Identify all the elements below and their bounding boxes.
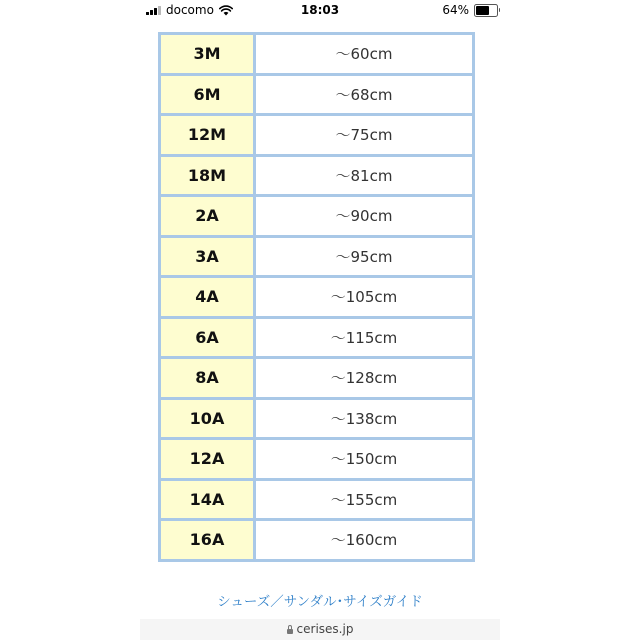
lock-icon [287, 629, 293, 634]
size-cell: 18M [161, 157, 253, 195]
size-cell: 6A [161, 319, 253, 357]
height-cell: 〜95cm [256, 238, 472, 276]
table-row [161, 440, 472, 478]
height-cell: 〜75cm [256, 116, 472, 154]
height-cell: 〜138cm [256, 400, 472, 438]
table-row [161, 35, 472, 73]
table-row [161, 157, 472, 195]
status-right [442, 3, 498, 17]
size-cell: 4A [161, 278, 253, 316]
size-table-body [161, 35, 472, 559]
url-domain: cerises.jp [296, 622, 354, 636]
height-cell: 〜81cm [256, 157, 472, 195]
table-row [161, 481, 472, 519]
table-row [161, 238, 472, 276]
height-cell: 〜150cm [256, 440, 472, 478]
size-cell: 12A [161, 440, 253, 478]
table-row [161, 76, 472, 114]
size-cell: 8A [161, 359, 253, 397]
size-cell: 12M [161, 116, 253, 154]
clock: 18:03 [300, 3, 340, 17]
table-row [161, 359, 472, 397]
size-cell: 2A [161, 197, 253, 235]
height-cell: 〜160cm [256, 521, 472, 559]
height-cell: 〜90cm [256, 197, 472, 235]
url-bar[interactable] [140, 619, 500, 640]
size-cell: 14A [161, 481, 253, 519]
table-row [161, 116, 472, 154]
height-cell: 〜68cm [256, 76, 472, 114]
table-row [161, 278, 472, 316]
battery-icon [474, 4, 498, 17]
size-cell: 6M [161, 76, 253, 114]
table-row [161, 319, 472, 357]
table-row [161, 400, 472, 438]
size-table [158, 32, 475, 562]
size-cell: 3A [161, 238, 253, 276]
size-cell: 3M [161, 35, 253, 73]
size-cell: 16A [161, 521, 253, 559]
battery-percent: 64% [442, 3, 469, 17]
height-cell: 〜105cm [256, 278, 472, 316]
height-cell: 〜115cm [256, 319, 472, 357]
height-cell: 〜128cm [256, 359, 472, 397]
status-bar [0, 0, 640, 22]
height-cell: 〜155cm [256, 481, 472, 519]
shoes-size-guide-link[interactable]: シューズ／サンダル･サイズガイド [217, 594, 423, 610]
table-row [161, 521, 472, 559]
carrier-name: docomo [166, 3, 214, 17]
battery-level [476, 6, 489, 15]
table-row [161, 197, 472, 235]
height-cell: 〜60cm [256, 35, 472, 73]
size-cell: 10A [161, 400, 253, 438]
